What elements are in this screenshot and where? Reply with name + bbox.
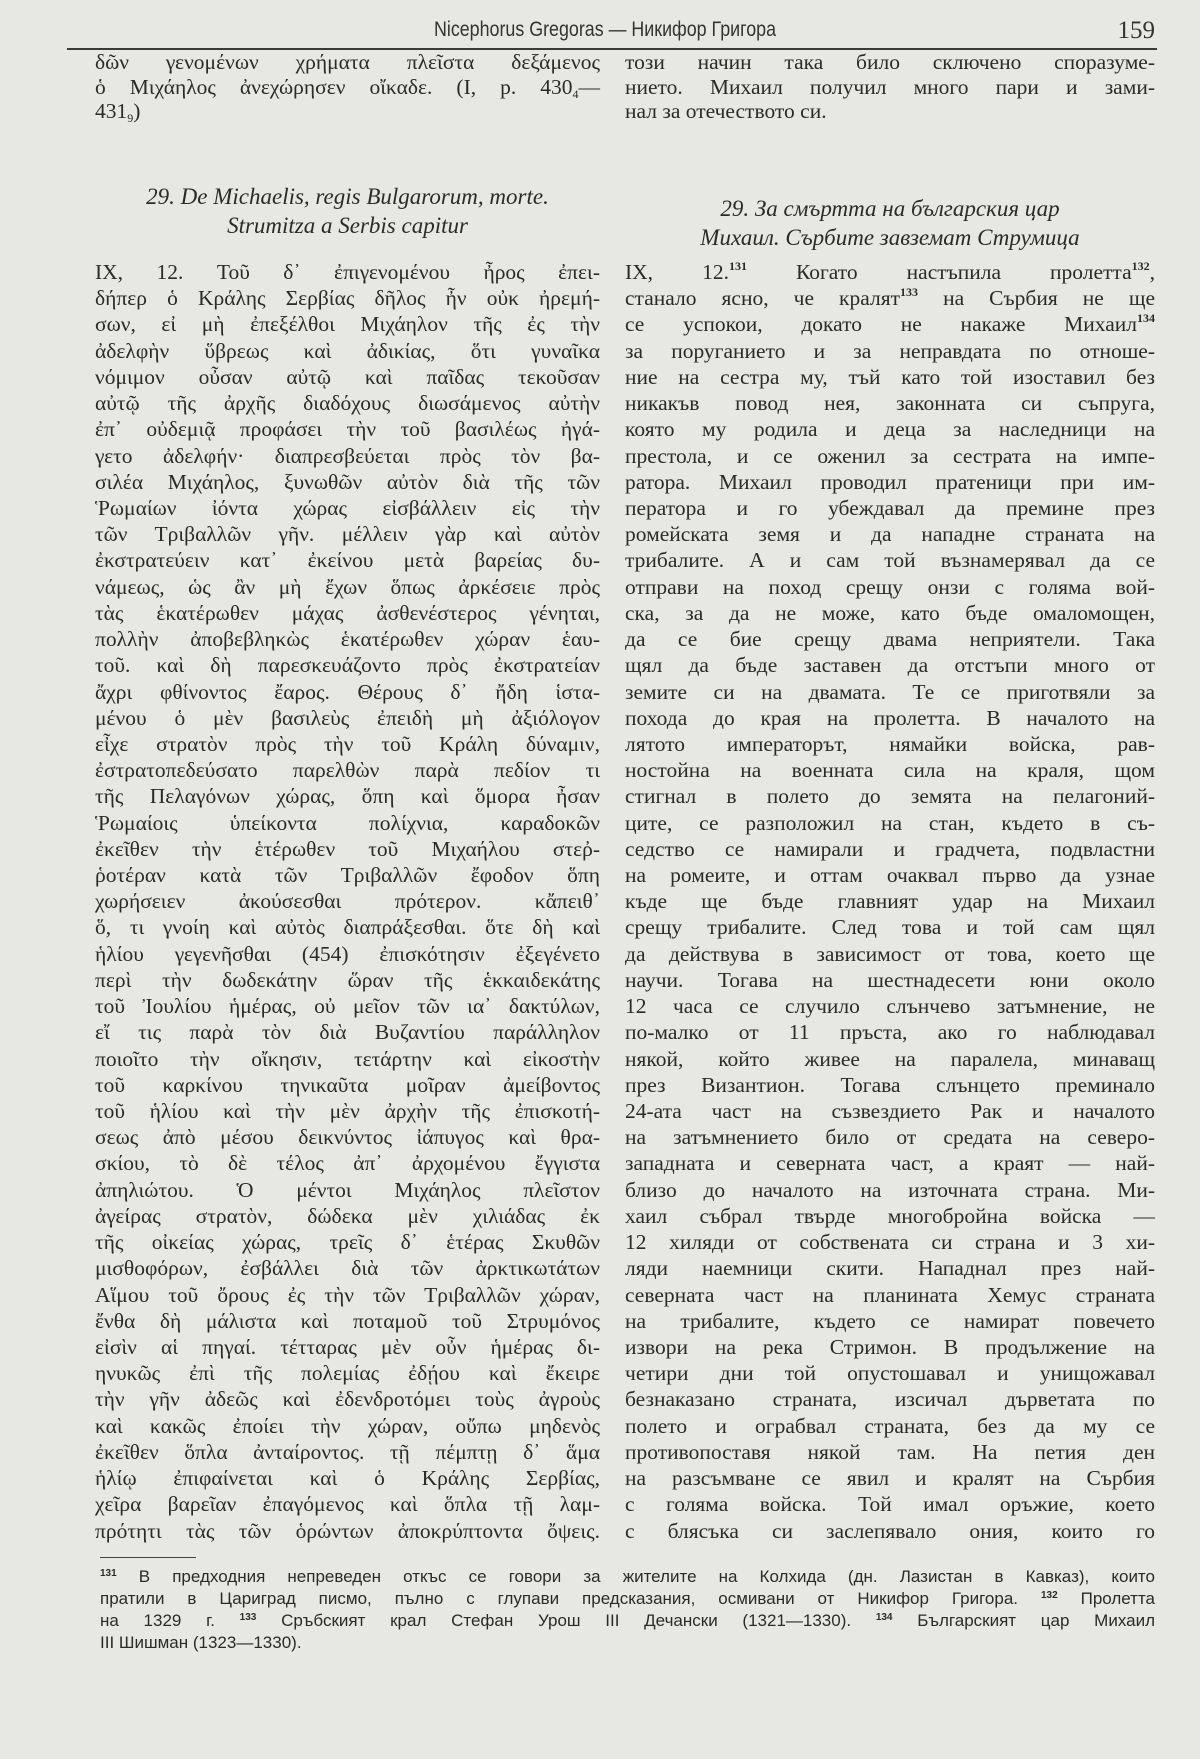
footnote-marker: 134 <box>1137 311 1155 326</box>
text-segment: 12 часа се случило слънчево затъмнение, не <box>625 994 1155 1019</box>
text-segment: ποιοῖτο τὴν οἴκησιν, τετάρτην καὶ εἰκοστὴν <box>95 1046 600 1071</box>
text-line <box>625 810 1155 836</box>
text-segment: да действува в зависимост от това, което ще <box>625 941 1155 966</box>
text-line <box>95 390 600 416</box>
text-segment: ромейската земя и да нападне страната на <box>625 522 1155 547</box>
text-segment: ἡλίῳ ἐπιφαίνεται καὶ ὁ Κράλης Σερβίας, <box>95 1466 600 1491</box>
text-segment: да се бие срещу двама неприятели. Така <box>625 627 1155 652</box>
text-segment: ἀδελφὴν ὕβρεως καὶ ἀδικίας, ὅτι γυναῖκα <box>95 338 600 363</box>
text-line <box>625 259 1155 285</box>
greek-heading-line: Strumitza a Serbis capitur <box>227 213 468 238</box>
text-segment: εἴ τις παρὰ τὸν διὰ Βυζαντίου παράλληλον <box>95 1020 600 1045</box>
text-line <box>95 416 600 442</box>
text-line <box>95 1491 600 1517</box>
text-line <box>625 1150 1155 1176</box>
text-line <box>625 99 1155 124</box>
text-segment: ратора. Михаил проводил пратеници при им- <box>625 469 1155 494</box>
text-line <box>95 469 600 495</box>
text-line <box>95 836 600 862</box>
text-line <box>625 338 1155 364</box>
text-segment: τοῦ. καὶ δὴ παρεσκευάζοντο πρὸς ἐκστρατείαν <box>95 653 600 678</box>
footnote-marker: 134 <box>875 1612 893 1623</box>
text-line <box>95 443 600 469</box>
text-line <box>95 1439 600 1465</box>
text-segment: с голяма войска. Той имал оръжие, което <box>625 1492 1155 1517</box>
text-line <box>95 50 600 75</box>
text-segment: ἐκεῖθεν τὴν ἑτέρωθεν τοῦ Μιχαήλου στεῤ- <box>95 836 600 861</box>
text-line <box>625 1203 1155 1229</box>
footnote-marker: 133 <box>239 1612 257 1623</box>
text-line <box>95 626 600 652</box>
text-segment: εἰσὶν αἱ πηγαί. τέτταρας μὲν οὖν ἡμέρας δι- <box>95 1334 600 1359</box>
text-line <box>95 1019 600 1045</box>
text-line <box>625 574 1155 600</box>
text-segment: отправи на поход срещу онзи с голяма вой- <box>625 574 1155 599</box>
text-line <box>625 914 1155 940</box>
text-line <box>95 1465 600 1491</box>
text-segment: за поруганието и за неправдата по отноше- <box>625 338 1155 363</box>
text-segment: хаил събрал твърде многобройна войска — <box>625 1203 1155 1228</box>
text-segment: ἐκστρατεύειν κατ᾽ ἐκείνου μετὰ βαρείας δυ- <box>95 548 600 573</box>
text-segment: ние на сестра му, тъй като той изоставил без <box>625 364 1155 389</box>
text-segment: полето и ограбвал страната, без да му се <box>625 1413 1155 1438</box>
text-segment: с блясъка си заслепявало ония, които го <box>625 1518 1155 1543</box>
text-segment: станало ясно, че кралят <box>625 286 901 311</box>
text-segment: ὅ, τι γνοίη καὶ αὐτὸς διαπράξεσθαι. ὅτε δὴ καὶ <box>95 915 600 940</box>
text-segment: по-малко от 11 пръста, ако го наблюдавал <box>625 1020 1155 1045</box>
text-segment: Българският цар Михаил <box>892 1611 1155 1630</box>
text-segment: ностойна на военната сила на краля, щом <box>625 758 1155 783</box>
text-line <box>625 1072 1155 1098</box>
text-line <box>95 1046 600 1072</box>
text-segment: ците, се разположил на стан, където в съ- <box>625 810 1155 835</box>
text-line <box>95 1150 600 1176</box>
greek-intro-paragraph <box>95 50 600 124</box>
bulgarian-body-paragraph <box>625 259 1155 1544</box>
text-segment: πολλὴν ἀποβεβληκὼς ἑκατέρωθεν χώραν ἑαυ- <box>95 627 600 652</box>
text-line <box>625 757 1155 783</box>
text-line <box>625 888 1155 914</box>
text-segment: пратили в Цариград писмо, пълно с глупави предсказания, осмивани от Никифор Григора. <box>100 1589 1041 1608</box>
text-line <box>625 1518 1155 1544</box>
text-line <box>95 1255 600 1281</box>
text-line <box>95 1098 600 1124</box>
text-line <box>95 1282 600 1308</box>
text-line <box>625 416 1155 442</box>
text-segment: — <box>578 74 600 99</box>
text-line <box>95 1308 600 1334</box>
text-line <box>95 574 600 600</box>
text-line <box>95 679 600 705</box>
text-line <box>625 1334 1155 1360</box>
text-line <box>625 311 1155 337</box>
text-segment: γετο ἀδελφήν· διαπρεσβεύεται πρὸς τὸν βα- <box>95 443 600 468</box>
text-segment: ἔνθα δὴ μάλιστα καὶ ποταμοῦ τοῦ Στρυμόνος <box>95 1308 600 1333</box>
text-segment: през Византион. Тогава слънцето преминало <box>625 1072 1155 1097</box>
text-segment: χεῖρα βαρεῖαν ἐπαγόμενος καὶ ὅπλα τῇ λαμ- <box>95 1492 600 1517</box>
line-subscript: 9 <box>127 111 134 125</box>
text-segment: , <box>1149 260 1156 284</box>
text-segment: ператора и го убеждавал да премине през <box>625 495 1155 520</box>
text-line <box>625 1413 1155 1439</box>
text-line <box>625 652 1155 678</box>
text-line <box>625 1491 1155 1517</box>
text-segment: τὴν γῆν ἀδεῶς καὶ ἐδενδροτόμει τοὺς ἀγροὺς <box>95 1387 600 1412</box>
text-segment: къде ще бъде главният удар на Михаил <box>625 889 1155 914</box>
text-line <box>100 1588 1155 1610</box>
text-line <box>625 364 1155 390</box>
footnote-marker: 131 <box>100 1568 117 1579</box>
footnote-marker: 132 <box>1131 259 1150 273</box>
text-line <box>625 521 1155 547</box>
text-line <box>625 1046 1155 1072</box>
text-segment: περὶ τὴν δωδεκάτην ὥραν τῆς ἑκκαιδεκάτης <box>95 967 600 992</box>
text-segment: δῶν γενομένων χρήματα πλεῖστα δεξάμενος <box>95 50 600 74</box>
text-segment: σκίου, τὸ δὲ τέλος ἀπ᾽ ἀρχομένου ἔγγιστα <box>95 1151 600 1176</box>
text-line <box>625 390 1155 416</box>
text-segment: καὶ κακῶς ἐποίει τὴν χώραν, οὔπω μηδενὸς <box>95 1413 600 1438</box>
bulgarian-heading-line: Михаил. Сърбите завземат Струмица <box>700 225 1080 250</box>
page-number: 159 <box>1117 17 1155 44</box>
text-line <box>95 705 600 731</box>
text-segment: Ῥωμαίοις ὑπείκοντα πολίχνια, καραδοκῶν <box>95 810 600 835</box>
text-line <box>95 1413 600 1439</box>
text-line <box>95 600 600 626</box>
text-segment: τοῦ ἡλίου καὶ τὴν μὲν ἀρχὴν τῆς ἐπισκοτή- <box>95 1099 600 1123</box>
text-segment: на разсъмване се явил и кралят на Сърбия <box>625 1466 1155 1491</box>
text-line <box>625 705 1155 731</box>
text-line <box>625 1019 1155 1045</box>
text-segment: αὐτῷ τῆς ἀρχῆς διαδόχους διωσάμενος αὐτὴν <box>95 391 600 416</box>
text-segment: ὁ Μιχάηλος ἀνεχώρησεν οἴκαδε. (I, p. 430 <box>95 74 573 99</box>
text-segment: ска, за да не може, като бъде омаломощен, <box>625 600 1155 625</box>
text-segment: Когато настъпила пролетта <box>746 260 1132 284</box>
text-segment: нал за отечеството си. <box>625 99 827 123</box>
text-segment: Сръбският крал Стефан Урош III Дечански (1321—1330). <box>256 1611 876 1630</box>
text-segment: похода до края на пролетта. В началото на <box>625 705 1155 730</box>
text-line <box>95 731 600 757</box>
text-segment: научи. Тогава на шестнадесети юни около <box>625 967 1155 992</box>
text-segment: нието. Михаил получил много пари и зами- <box>625 74 1155 99</box>
text-line <box>95 967 600 993</box>
text-line <box>95 1334 600 1360</box>
text-line <box>95 75 600 100</box>
footnote-marker: 132 <box>1040 1590 1058 1601</box>
text-segment: III Шишман (1323—1330). <box>100 1633 302 1652</box>
text-line <box>95 888 600 914</box>
text-line <box>95 547 600 573</box>
bulgarian-intro-paragraph <box>625 50 1155 124</box>
text-segment: на 1329 г. <box>100 1611 240 1630</box>
text-line <box>625 600 1155 626</box>
text-line <box>95 1360 600 1386</box>
text-segment: ляди наемници скити. Нападнал през най- <box>625 1256 1155 1281</box>
text-segment: трибалите. А и сам той възнамерявал да се <box>625 548 1155 573</box>
bulgarian-section-heading <box>625 194 1155 252</box>
text-line <box>625 1124 1155 1150</box>
text-segment: лятото императорът, нямайки войска, рав- <box>625 731 1155 756</box>
text-segment: Ῥωμαίων ἰόντα χώρας εἰσβάλλειν εἰς τὴν <box>95 495 600 520</box>
text-line <box>625 75 1155 100</box>
text-line <box>95 993 600 1019</box>
text-line <box>95 810 600 836</box>
text-segment: δήπερ ὁ Κράλης Σερβίας δῆλος ἦν οὐκ ἠρεμή- <box>95 286 600 311</box>
text-line <box>95 338 600 364</box>
text-line <box>625 679 1155 705</box>
text-line <box>625 941 1155 967</box>
text-line <box>100 1610 1155 1632</box>
text-segment: близо до началото на източната страна. Ми- <box>625 1177 1155 1202</box>
text-segment: τῆς οἰκείας χώρας, τρεῖς δ᾽ ἑτέρας Σκυθῶν <box>95 1230 600 1255</box>
text-line <box>625 1255 1155 1281</box>
text-segment: на трибалите, където се намират повечето <box>625 1308 1155 1333</box>
text-segment: се успокои, докато не накаже Михаил <box>625 312 1137 337</box>
text-segment: която му родила и деца за наследници на <box>625 417 1155 442</box>
text-line <box>95 311 600 337</box>
text-segment: В предходния непреведен откъс се говори за жителите на Колхида (дн. Лазистан в Кавказ), които <box>116 1567 1155 1586</box>
greek-section-heading <box>95 182 600 240</box>
text-segment: IX, 12. Τοῦ δ᾽ ἐπιγενομένου ἦρος ἐπει- <box>95 260 600 284</box>
text-line <box>625 1177 1155 1203</box>
text-segment: ἐκεῖθεν ὅπλα ἀνταίροντος. τῇ πέμπτῃ δ᾽ ἅμα <box>95 1439 600 1464</box>
footnote-marker: 133 <box>900 285 919 300</box>
text-segment: ἀπηλιώτου. Ὁ μέντοι Μιχάηλος πλεῖστον <box>95 1177 600 1202</box>
text-segment: четири дни той опустошавал и унищожавал <box>625 1361 1155 1386</box>
running-title: Nicephorus Gregoras — Никифор Григора <box>433 18 777 41</box>
text-line <box>625 285 1155 311</box>
text-segment: срещу трибалите. След това и той сам щял <box>625 915 1155 940</box>
text-line <box>625 626 1155 652</box>
text-segment: πρότητι τὰς τῶν ὁρώντων ἀποκρύπτοντα ὄψεις. <box>95 1518 600 1543</box>
text-segment: безнаказано страната, изсичал дърветата по <box>625 1387 1155 1412</box>
greek-body-paragraph <box>95 259 600 1544</box>
text-segment: стигнал в полето до земята на пелагоний- <box>625 784 1155 809</box>
text-segment: νάμεως, ὡς ἂν μὴ ἔχων ὅπως ἀρκέσειε πρὸς <box>95 574 600 599</box>
text-segment: τῶν Τριβαλλῶν γῆν. μέλλειν γὰρ καὶ αὐτὸν <box>95 522 600 547</box>
text-line <box>625 967 1155 993</box>
text-segment: 431 <box>95 99 128 123</box>
text-segment: противопоставя някой там. На петия ден <box>625 1439 1155 1464</box>
text-line <box>625 993 1155 1019</box>
text-line <box>625 495 1155 521</box>
text-segment: ηνυκῶς ἐπὶ τῆς πολεμίας ἐδῄου καὶ ἔκειρε <box>95 1361 600 1386</box>
text-segment: Пролетта <box>1057 1589 1155 1608</box>
text-segment: престола, и се оженил за сестрата на импе- <box>625 443 1155 468</box>
bulgarian-heading-line: 29. За смъртта на българския цар <box>720 196 1060 221</box>
text-line <box>100 1632 1155 1654</box>
text-segment: ἀγείρας στρατὸν, δώδεκα μὲν χιλιάδας ἐκ <box>95 1203 600 1228</box>
text-segment: σεως ἀπὸ μέσου δεικνύντος ἰάπυγος καὶ θρα- <box>95 1125 600 1150</box>
text-line <box>95 364 600 390</box>
text-line <box>95 521 600 547</box>
text-line <box>625 1360 1155 1386</box>
text-line <box>95 495 600 521</box>
text-segment: извори на река Стримон. В продължение на <box>625 1334 1155 1359</box>
text-line <box>625 1439 1155 1465</box>
text-line <box>625 469 1155 495</box>
text-segment: този начин така било сключено споразуме- <box>625 50 1155 74</box>
text-segment: земите си на двамата. Те се приготвяли за <box>625 679 1155 704</box>
text-segment: седство се намирали и градчета, подвластни <box>625 836 1155 861</box>
text-line <box>95 914 600 940</box>
text-segment: ῥοτέραν κατὰ τῶν Τριβαλλῶν ἔφοδον ὅπη <box>95 863 600 888</box>
text-segment: τοῦ καρκίνου τηνικαῦτα μοῖραν ἀμείβοντος <box>95 1072 600 1097</box>
text-line <box>625 1386 1155 1412</box>
text-segment: 12 хиляди от собствената си страна и 3 хи- <box>625 1230 1155 1255</box>
text-segment: ) <box>133 99 141 123</box>
text-line <box>95 652 600 678</box>
text-segment: ἡλίου γεγενῆσθαι (454) ἐπισκότησιν ἐξεγένετο <box>95 941 600 966</box>
text-segment: τῆς Πελαγόνων χώρας, ὅπη καὶ ὅμορα ἦσαν <box>95 784 600 809</box>
text-line <box>95 1124 600 1150</box>
footnote-separator <box>100 1557 196 1558</box>
text-segment: на Сърбия не ще <box>918 286 1155 311</box>
text-segment: μένου ὁ μὲν βασιλεὺς ἐπειδὴ μὴ ἀξιόλογον <box>95 705 600 730</box>
text-line <box>95 259 600 285</box>
text-segment: σων, εἰ μὴ ἐπεξέλθοι Μιχάηλον τῆς ἐς τὴν <box>95 312 600 337</box>
text-segment: νόμιμον οὖσαν αὐτῷ καὶ παῖδας τεκοῦσαν <box>95 364 600 389</box>
text-line <box>625 1229 1155 1255</box>
text-line <box>95 1229 600 1255</box>
text-line <box>95 1518 600 1544</box>
text-line <box>625 1465 1155 1491</box>
text-segment: щял да бъде заставен да отстъпи много от <box>625 653 1155 678</box>
text-line <box>95 99 600 124</box>
text-line <box>625 547 1155 573</box>
text-segment: τοῦ Ἰουλίου ἡμέρας, οὐ μεῖον τῶν ια᾽ δακτύλων, <box>95 994 600 1019</box>
text-line <box>95 1072 600 1098</box>
text-line <box>625 836 1155 862</box>
text-segment: IX, 12. <box>625 260 729 284</box>
text-segment: μισθοφόρων, ἐσβάλλει διὰ τῶν ἀρκτικωτάτων <box>95 1256 600 1281</box>
text-line <box>95 757 600 783</box>
footnote-marker: 131 <box>728 259 747 273</box>
text-segment: εἶχε στρατὸν πρὸς τὴν τοῦ Κράλη δύναμιν, <box>95 731 600 756</box>
text-segment: 24-ата част на съзвездието Рак и началото <box>625 1099 1155 1123</box>
text-line <box>625 443 1155 469</box>
text-segment: τὰς ἑκατέρωθεν μάχας ἀσθενέστερος γένηται, <box>95 600 600 625</box>
text-line <box>625 862 1155 888</box>
text-segment: никакъв повод нея, законната си съпруга, <box>625 391 1155 416</box>
text-line <box>95 941 600 967</box>
text-line <box>95 1203 600 1229</box>
text-line <box>95 1386 600 1412</box>
text-segment: ἐπ᾽ οὐδεμιᾷ προφάσει τὴν τοῦ βασιλέως ἠγά- <box>95 417 600 442</box>
line-subscript: 4 <box>572 86 579 101</box>
text-line <box>625 50 1155 75</box>
text-segment: северната част на планината Хемус страната <box>625 1282 1155 1307</box>
text-segment: Αἵμου τοῦ ὄρους ἐς τὴν τῶν Τριβαλλῶν χώραν, <box>95 1282 600 1307</box>
text-segment: χωρήσειεν ἀκούσεσθαι πρότερον. κἄπειθ᾽ <box>95 889 600 914</box>
text-line <box>95 862 600 888</box>
text-line <box>625 731 1155 757</box>
text-line <box>95 285 600 311</box>
text-segment: ἐστρατοπεδεύσατο παρελθὼν παρὰ πεδίον τι <box>95 758 600 783</box>
text-segment: ἄχρι φθίνοντος ἔαρος. Θέρους δ᾽ ἤδη ἱστα- <box>95 679 600 704</box>
text-segment: западната и северната част, а краят — най- <box>625 1151 1155 1176</box>
text-line <box>95 783 600 809</box>
text-line <box>625 783 1155 809</box>
text-segment: σιλέα Μιχάηλος, ξυνωθῶν αὐτὸν διὰ τῆς τῶν <box>95 469 600 494</box>
greek-heading-line: 29. De Michaelis, regis Bulgarorum, morte. <box>146 184 549 209</box>
text-segment: някой, който живее на паралела, минаващ <box>625 1046 1155 1071</box>
text-line <box>625 1308 1155 1334</box>
text-line <box>625 1282 1155 1308</box>
text-segment: на затъмнението било от средата на северо- <box>625 1125 1155 1150</box>
text-line <box>100 1566 1155 1588</box>
footnotes <box>100 1566 1155 1654</box>
text-segment: на ромеите, и оттам очаквал първо да узнае <box>625 863 1155 888</box>
text-line <box>95 1177 600 1203</box>
text-line <box>625 1098 1155 1124</box>
